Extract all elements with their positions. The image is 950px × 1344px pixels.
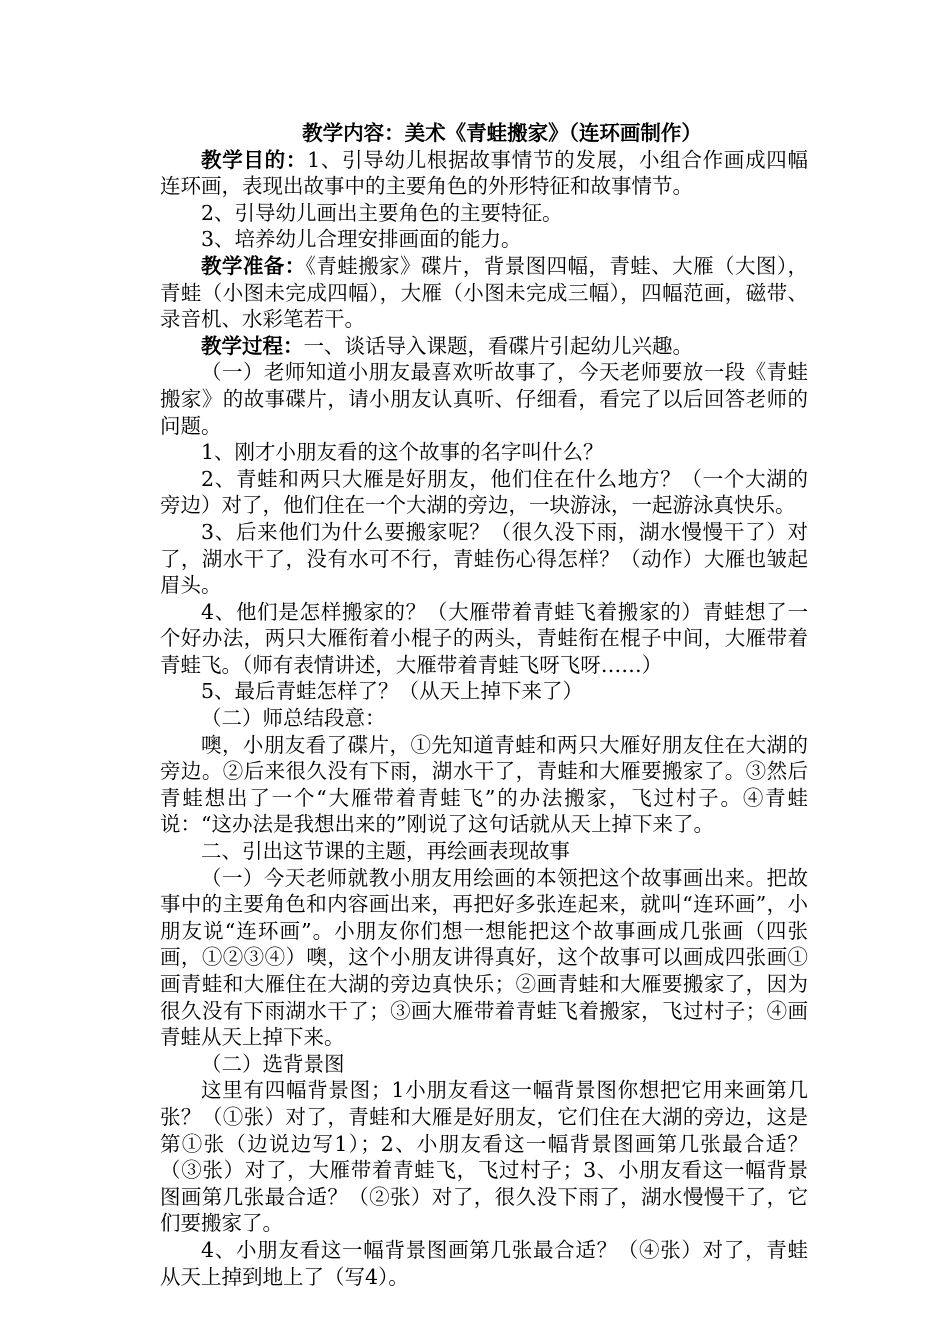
paragraph-question-4 <box>160 599 808 679</box>
paragraph-text: （一）老师知道小朋友最喜欢听故事了，今天老师要放一段《青蛙搬家》的故事碟片，请小朋友认真听、仔细看，看完了以后回答老师的问题。 <box>160 360 808 438</box>
paragraph-background-four <box>160 1237 808 1290</box>
paragraph-intro <box>160 359 808 439</box>
paragraph-text: 4、他们是怎样搬家的？（大雁带着青蛙飞着搬家的）青蛙想了一个好办法，两只大雁衔着小棍子的两头，青蛙衔在棍子中间，大雁带着青蛙飞。（师有表情讲述，大雁带着青蛙飞呀飞呀……） <box>160 599 808 677</box>
section-label: 教学准备： <box>201 253 306 278</box>
paragraph-objective-1 <box>160 147 808 200</box>
paragraph-text: 1、刚才小朋友看的这个故事的名字叫什么？ <box>201 440 604 465</box>
paragraph-question-5 <box>160 678 808 705</box>
paragraph-comic-intro <box>160 865 808 1051</box>
paragraph-question-2 <box>160 466 808 519</box>
paragraph-text: 一、谈话导入课题，看碟片引起幼儿兴趣。 <box>303 333 693 358</box>
paragraph-objective-3 <box>160 226 808 253</box>
paragraph-text: 2、引导幼儿画出主要角色的主要特征。 <box>201 200 563 225</box>
document-title: 教学内容：美术《青蛙搬家》（连环画制作） <box>302 121 702 145</box>
section-label: 教学过程： <box>201 333 304 358</box>
paragraph-question-1 <box>160 439 808 466</box>
paragraph-text: 《青蛙搬家》碟片，背景图四幅，青蛙、大雁（大图），青蛙（小图未完成四幅），大雁（小图未完成三幅），四幅范画，磁带、录音机、水彩笔若干。 <box>160 253 808 332</box>
paragraph-text: 3、后来他们为什么要搬家呢？（很久没下雨，湖水慢慢干了）对了，湖水干了，没有水可不行，青蛙伤心得怎样？（动作）大雁也皱起眉头。 <box>160 519 808 598</box>
document-body <box>160 120 808 1290</box>
paragraph-text: 5、最后青蛙怎样了？（从天上掉下来了） <box>201 679 584 704</box>
paragraph-summary-heading <box>160 705 808 732</box>
paragraph-background-heading <box>160 1051 808 1078</box>
paragraph-background-choice <box>160 1077 808 1237</box>
paragraph-text: 二、引出这节课的主题，再绘画表现故事 <box>201 839 570 864</box>
paragraph-objective-2 <box>160 200 808 227</box>
paragraph-text: 1、引导幼儿根据故事情节的发展，小组合作画成四幅连环画，表现出故事中的主要角色的外形特征和故事情节。 <box>160 147 809 199</box>
paragraph-text: 3、培养幼儿合理安排画面的能力。 <box>201 227 522 252</box>
paragraph-question-3 <box>160 519 808 599</box>
paragraph-text: （二）师总结段意： <box>201 706 386 731</box>
paragraph-text: （一）今天老师就教小朋友用绘画的本领把这个故事画出来。把故事中的主要角色和内容画出来，再把好多张连起来，就叫“连环画”，小朋友说“连环画”。小朋友你们想一想能把这个故事画成几张画（四张画，①②③④）噢，这个小朋友讲得真好，这个故事可以画成四张画①画青蛙和大雁住在大湖的旁边真快乐；②画青蛙和大雁要搬家了，因为很久没有下雨湖水干了；③画大雁带着青蛙飞着搬家，飞过村子；④画青蛙从天上掉下来。 <box>160 865 808 1050</box>
paragraph-text: （二）选背景图 <box>201 1051 345 1076</box>
section-label: 教学目的： <box>201 147 308 172</box>
paragraph-text: 噢，小朋友看了碟片，①先知道青蛙和两只大雁好朋友住在大湖的旁边。②后来很久没有下雨，湖水干了，青蛙和大雁要搬家了。③然后青蛙想出了一个“大雁带着青蛙飞”的办法搬家，飞过村子。④青蛙说：“这办法是我想出来的”刚说了这句话就从天上掉下来了。 <box>160 732 808 837</box>
paragraph-text: 4、小朋友看这一幅背景图画第几张最合适？（④张）对了，青蛙从天上掉到地上了（写4）。 <box>160 1237 808 1289</box>
paragraph-text: 这里有四幅背景图；1小朋友看这一幅背景图你想把它用来画第几张？（①张）对了，青蛙和大雁是好朋友，它们住在大湖的旁边，这是第①张（边说边写1）；2、小朋友看这一幅背景图画第几张最合适？（③张）对了，大雁带着青蛙飞，飞过村子；3、小朋友看这一幅背景图画第几张最合适？（②张）对了，很久没下雨了，湖水慢慢干了，它们要搬家了。 <box>160 1078 808 1236</box>
paragraph-summary <box>160 732 808 838</box>
paragraph-process <box>160 333 808 360</box>
paragraph-part-two <box>160 838 808 865</box>
paragraph-text: 2、青蛙和两只大雁是好朋友，他们住在什么地方？（一个大湖的旁边）对了，他们住在一个大湖的旁边，一块游泳，一起游泳真快乐。 <box>160 466 808 518</box>
paragraph-preparation <box>160 253 808 333</box>
